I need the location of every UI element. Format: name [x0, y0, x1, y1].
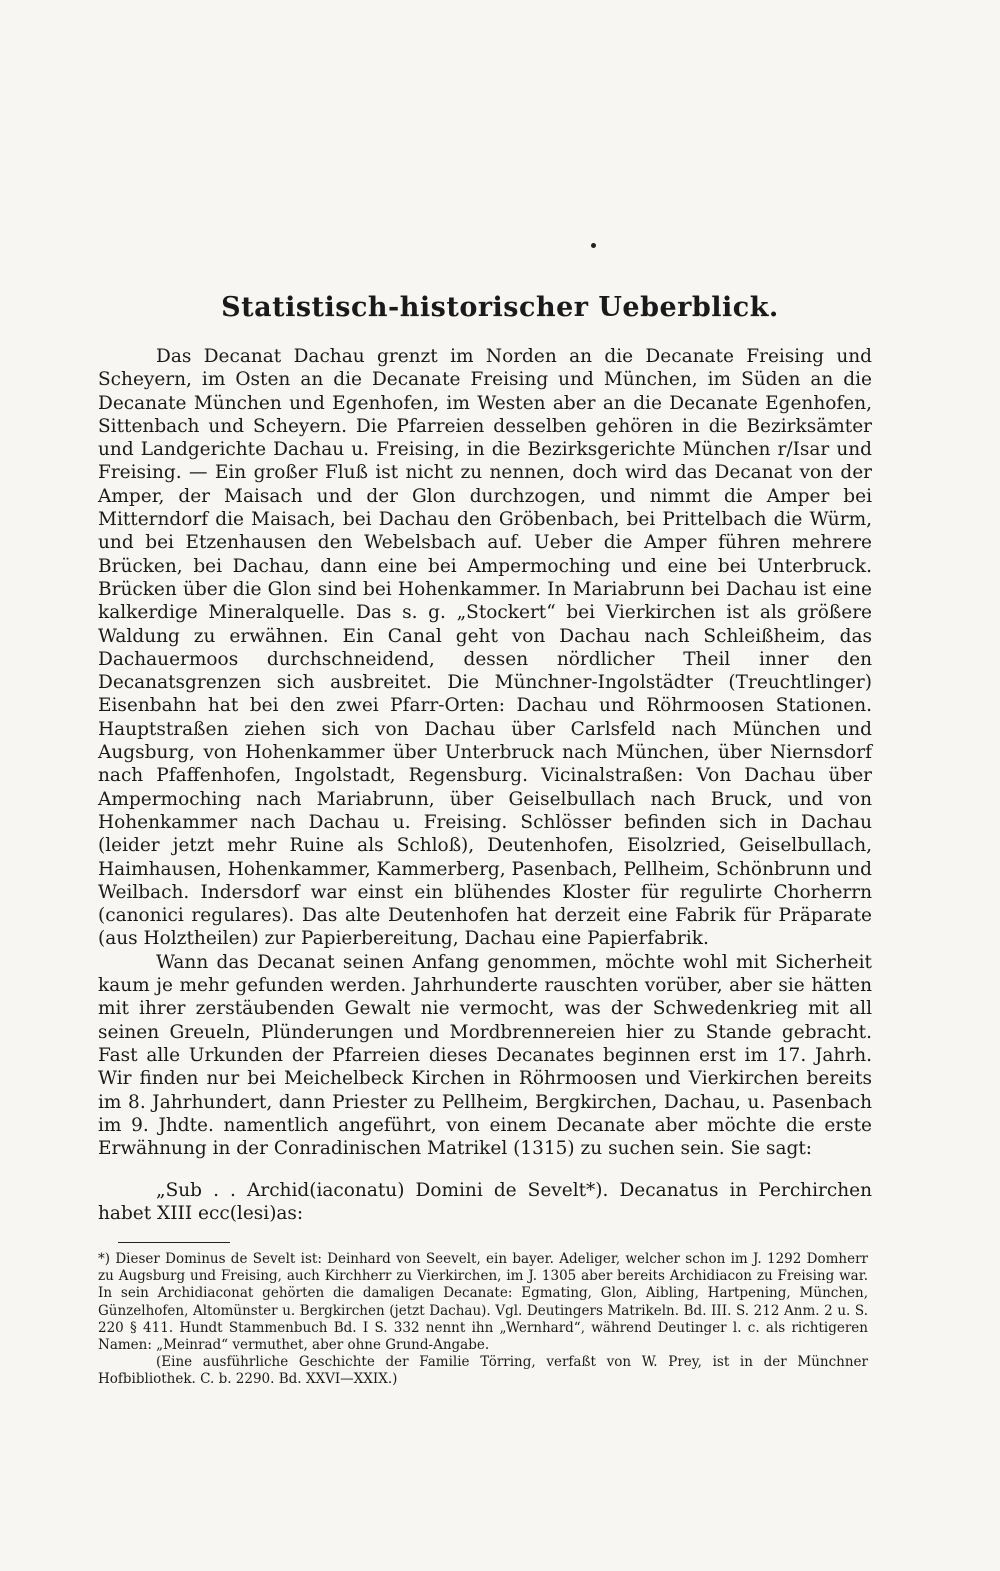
paragraph: Das Decanat Dachau grenzt im Norden an die Decanate Freising und Scheyern, im Osten an die Decanate Freising und München, im Süden an die Decanate München und Egenhofen, im Westen aber an die Decanate Egenhofen, Sittenbach und Scheyern. Die Pfarreien desselben gehören in die Bezirksämter und Landgerichte Dachau u. Freising, in die Bezirksgerichte München r/Isar und Freising. — Ein großer Fluß ist nicht zu nennen, doch wird das Decanat von der Amper, der Maisach und der Glon durchzogen, und nimmt die Amper bei Mitterndorf die Maisach, bei Dachau den Gröbenbach, bei Prittelbach die Würm, und bei Etzenhausen den Webelsbach auf. Ueber die Amper führen mehrere Brücken, bei Dachau, dann eine bei Ampermoching und eine bei Unterbruck. Brücken über die Glon sind bei Hohenkammer. In Mariabrunn bei Dachau ist eine kalkerdige Mineralquelle. Das s. g. „Stockert“ bei Vierkirchen ist als größere Waldung zu erwähnen. Ein Canal geht von Dachau nach Schleißheim, das Dachauermoos durchschneidend, dessen nördlicher Theil inner den Decanatsgrenzen sich ausbreitet. Die Münchner-Ingolstädter (Treuchtlinger) Eisenbahn hat bei den zwei Pfarr-Orten: Dachau und Röhrmoosen Stationen. Hauptstraßen ziehen sich von Dachau über Carlsfeld nach München und Augsburg, von Hohenkammer über Unterbruck nach München, über Niernsdorf nach Pfaffenhofen, Ingolstadt, Regensburg. Vicinalstraßen: Von Dachau über Ampermoching nach Mariabrunn, über Geiselbullach nach Bruck, und von Hohenkammer nach Dachau u. Freising. Schlösser befinden sich in Dachau (leider jetzt mehr Ruine als Schloß), Deutenhofen, Eisolzried, Geiselbullach, Haimhausen, Hohenkammer, Kammerberg, Pasenbach, Pellheim, Schönbrunn und Weilbach. Indersdorf war einst ein blühendes Kloster für regulirte Chorherrn (canonici regulares). Das alte Deutenhofen hat derzeit eine Fabrik für Präparate (aus Holztheilen) zur Papierbereitung, Dachau eine Papierfabrik. — [98, 346, 872, 950]
footnote-divider — [118, 1242, 230, 1243]
stray-ink-dot — [591, 243, 596, 248]
page-title: Statistisch-historischer Ueberblick. — [221, 292, 779, 323]
footnote — [98, 1251, 868, 1389]
quote: „Sub . . Archid(iaconatu) Domini de Sevelt*). Decanatus in Perchirchen habet XIII ecc(lesi)as: — [98, 1180, 872, 1225]
footnote-text: *) Dieser Dominus de Sevelt ist: Deinhard von Seevelt, ein bayer. Adeliger, welcher schon im J. 1292 Domherr zu Augsburg und Freising, auch Kirchherr zu Vierkirchen, im J. 1305 aber bereits Archidiacon zu Freising war. In sein Archidiaconat gehörten die damaligen Decanate: Egmating, Glon, Aibling, Hartpening, München, Günzelhofen, Altomünster u. Bergkirchen (jetzt Dachau). Vgl. Deutingers Matrikeln. Bd. III. S. 212 Anm. 2 u. S. 220 § 411. Hundt Stammenbuch Bd. I S. 332 nennt ihn „Wernhard“, während Deutinger l. c. als richtigeren Namen: „Meinrad“ vermuthet, aber ohne Grund-Angabe. — [98, 1251, 868, 1354]
body-text — [98, 345, 872, 1160]
paragraph: Wann das Decanat seinen Anfang genommen, möchte wohl mit Sicherheit kaum je mehr gefunden werden. Jahrhunderte rauschten vorüber, aber sie hätten mit ihrer zerstäubenden Gewalt nie vermocht, was der Schwedenkrieg mit all seinen Greueln, Plünderungen und Mordbrennereien hier zu Stande gebracht. Fast alle Urkunden der Pfarreien dieses Decanates beginnen erst im 17. Jahrh. Wir finden nur bei Meichelbeck Kirchen in Röhrmoosen und Vierkirchen bereits im 8. Jahrhundert, dann Priester zu Pellheim, Bergkirchen, Dachau, u. Pasenbach im 9. Jhdte. namentlich angeführt, von einem Decanate aber möchte die erste Erwähnung in der Conradinischen Matrikel (1315) zu suchen sein. Sie sagt: — [98, 951, 872, 1160]
footnote-text-secondary: (Eine ausführliche Geschichte der Familie Törring, verfaßt von W. Prey, ist in der Münchner Hofbibliothek. C. b. 2290. Bd. XXVI—XXIX.) — [98, 1354, 868, 1388]
